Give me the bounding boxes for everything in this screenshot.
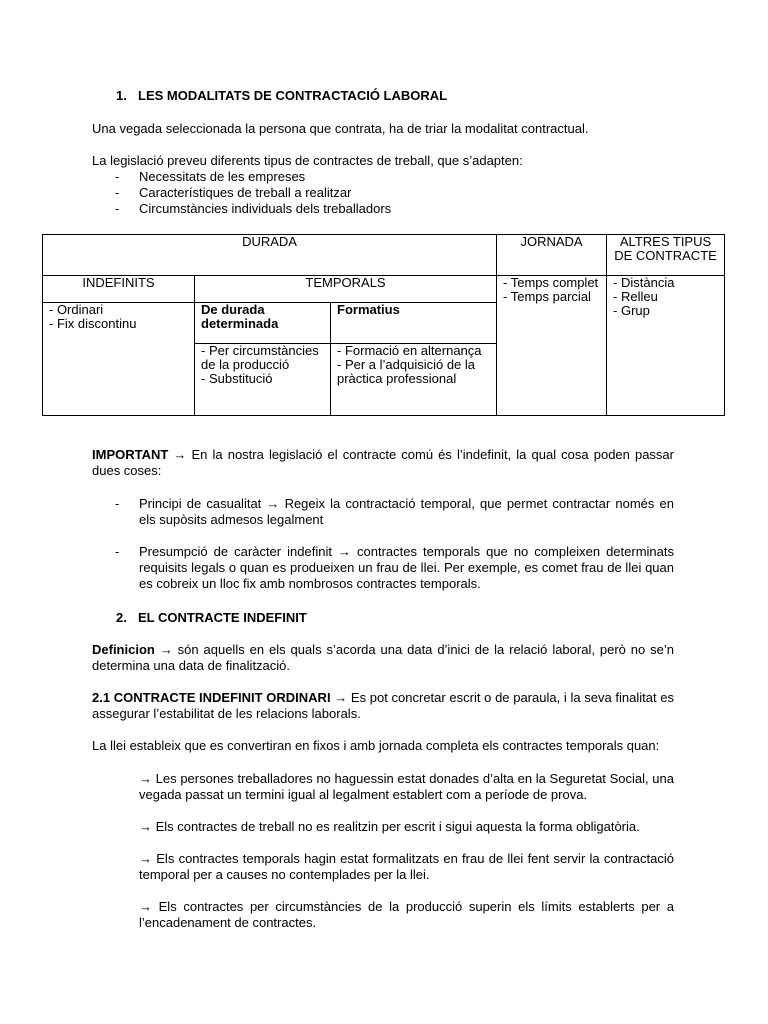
condition-item: → Els contractes de treball no es realitzin per escrit i sigui aquesta la forma obligatòria. <box>139 819 640 834</box>
section-1-intro: Una vegada seleccionada la persona que contrata, ha de triar la modalitat contractual. <box>92 121 589 136</box>
bullet-dash: - <box>115 169 120 184</box>
header-jornada: JORNADA <box>497 235 607 276</box>
section-1-title: LES MODALITATS DE CONTRACTACIÓ LABORAL <box>138 88 448 103</box>
important-label: IMPORTANT <box>92 447 169 462</box>
subsection-label: 2.1 CONTRACTE INDEFINIT ORDINARI <box>92 690 331 705</box>
important-point-text: Principi de casualitat → Regeix la contractació temporal, que permet contractar només en els supòsits admesos legalment <box>139 496 674 527</box>
section-1-number: 1. <box>116 88 127 103</box>
condition-item: → Els contractes per circumstàncies de la producció superin els límits establerts per a l’encadenament de contractes. <box>139 899 674 930</box>
section-1-lead: La legislació preveu diferents tipus de contractes de treball, que s’adapten: <box>92 153 523 168</box>
header-indefinits: INDEFINITS <box>43 276 195 303</box>
bullet-text: Circumstàncies individuals dels treballadors <box>139 201 392 216</box>
bullet-dash: - <box>115 201 120 216</box>
section-2-number: 2. <box>116 610 127 625</box>
important-paragraph <box>92 447 674 479</box>
important-point <box>115 496 675 528</box>
condition-item: → Els contractes temporals hagin estat formalitzats en frau de llei fent servir la contractació temporal per a causes no contemplades per la llei. <box>139 851 674 882</box>
durada-items: - Per circumstàncies de la producció - Substitució <box>195 344 331 416</box>
table-row <box>43 235 725 276</box>
section-2-heading <box>116 610 307 625</box>
law-lead: La llei estableix que es convertiran en fixos i amb jornada completa els contractes temporals quan: <box>92 738 660 753</box>
header-altres: ALTRES TIPUS DE CONTRACTE <box>607 235 725 276</box>
important-point <box>115 544 675 592</box>
important-text: → En la nostra legislació el contracte comú és l’indefinit, la qual cosa poden passar dues coses: <box>92 447 674 478</box>
header-temporals: TEMPORALS <box>195 276 497 303</box>
subsection-paragraph <box>92 690 674 722</box>
definition-paragraph <box>92 642 674 674</box>
bullet-dash: - <box>115 185 120 200</box>
definition-text: → són aquells en els quals s’acorda una data d’inici de la relació laboral, però no se’n determina una data de finalització. <box>92 642 674 673</box>
section-2-title: EL CONTRACTE INDEFINIT <box>138 610 307 625</box>
formatius-label: Formatius <box>331 303 497 344</box>
bullet-text: Necessitats de les empreses <box>139 169 306 184</box>
definition-label: Definicion <box>92 642 155 657</box>
table-row <box>43 276 725 303</box>
bullet-dash: - <box>115 544 120 559</box>
header-durada: DURADA <box>43 235 497 276</box>
subsection-text: → Es pot concretar escrit o de paraula, i la seva finalitat es assegurar l’estabilitat de les relacions laborals. <box>92 690 674 721</box>
contract-types-table <box>42 234 725 416</box>
section-1-heading <box>116 88 447 103</box>
indefinits-items: - Ordinari - Fix discontinu <box>43 303 195 416</box>
jornada-items: - Temps complet - Temps parcial <box>497 276 607 416</box>
bullet-dash: - <box>115 496 120 511</box>
bullet-text: Característiques de treball a realitzar <box>139 185 352 200</box>
formatius-items: - Formació en alternança - Per a l’adquisició de la pràctica professional <box>331 344 497 416</box>
durada-determinada-label: De durada determinada <box>195 303 331 344</box>
condition-item: → Les persones treballadores no haguessin estat donades d’alta en la Seguretat Social, una vegada passat un termini igual al legalment establert com a període de prova. <box>139 771 674 802</box>
altres-items: - Distància - Relleu - Grup <box>607 276 725 416</box>
important-point-text: Presumpció de caràcter indefinit → contractes temporals que no compleixen determinats requisits legals o quan es produeixen un frau de llei. Per exemple, es comet frau de llei quan es cobreix un lloc fix amb nombrosos contractes temporals. <box>139 544 674 591</box>
